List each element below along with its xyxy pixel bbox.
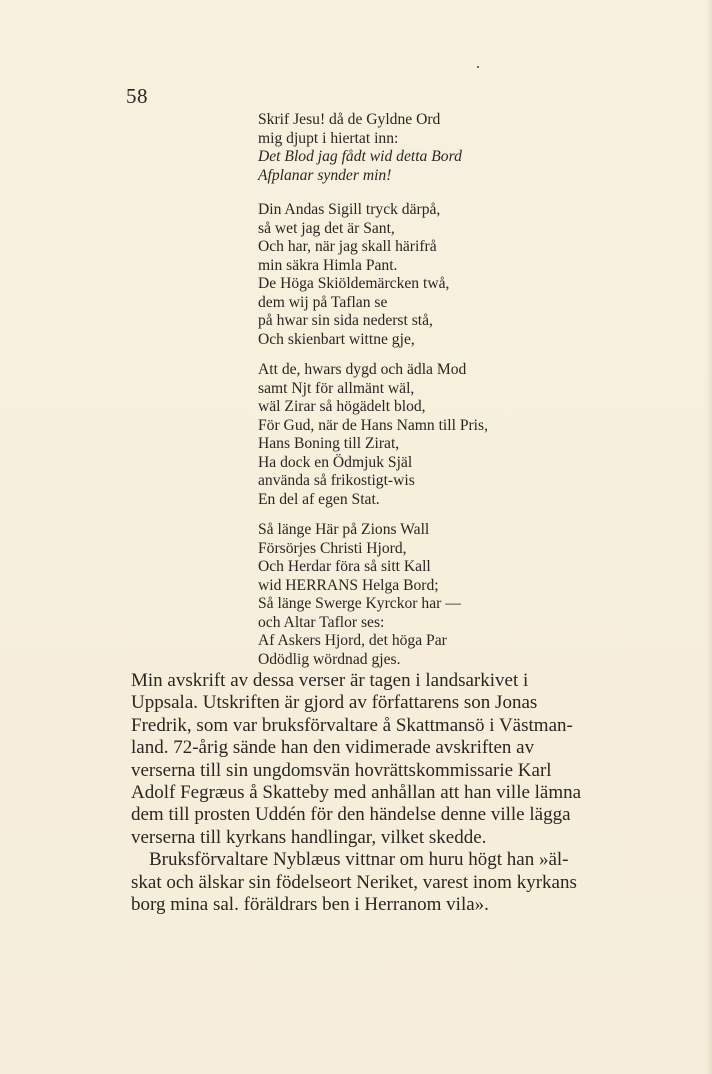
poem-line: Och har, när jag skall härifrå [258,238,437,255]
prose-line: Bruksförvaltare Nyblæus vittnar om huru högt han »äl- [149,849,569,871]
prose-line: land. 72-årig sände han den vidimerade avskriften av [131,737,535,759]
poem-line-italic: Afplanar synder min! [258,166,392,184]
prose-line: verserna till kyrkans handlingar, vilket skedde. [131,826,487,848]
poem-line: Din Andas Sigill tryck därpå, [258,201,441,218]
poem-line: Och Herdar föra så sitt Kall [258,558,431,575]
poem-stanza [258,201,449,349]
page-number: 58 [126,84,148,108]
poem-line: min säkra Himla Pant. [258,256,398,274]
poem-line: Försörjes Christi Hjord, [258,539,407,557]
prose-line: verserna till sin ungdomsvän hovrättskommissarie Karl [131,759,552,781]
prose-line: dem till prosten Uddén för den händelse denne ville lägga [131,804,571,826]
print-speck [477,66,479,68]
poem-line: och Altar Taflor ses: [258,613,385,631]
poem-line: En del af egen Stat. [258,490,380,508]
page-edge-shadow [706,0,712,1074]
prose-body [131,670,641,916]
poem-line: De Höga Skiöldemärcken twå, [258,275,450,292]
poem-stanza [258,361,488,509]
poem-line: wäl Zirar så högädelt blod, [258,398,426,415]
poem-stanza [258,111,462,185]
poem-line-italic: Det Blod jag fådt wid detta Bord [258,148,462,165]
poem-line: wid HERRANS Helga Bord; [258,576,439,594]
prose-line: borg mina sal. föräldrars ben i Herranom vila». [131,894,489,916]
prose-line: Uppsala. Utskriften är gjord av författarens son Jonas [131,692,538,714]
poem-line: Hans Boning till Zirat, [258,435,400,452]
poem-line: mig djupt i hiertat inn: [258,129,399,147]
poem-line: Så länge Här på Zions Wall [258,521,430,538]
poem-line: Af Askers Hjord, det höga Par [258,632,447,649]
poem-line: För Gud, när de Hans Namn till Pris, [258,416,488,434]
poem-line: dem wij på Taflan se [258,293,388,311]
poem-line: Och skienbart wittne gje, [258,330,415,348]
poem-stanza [258,521,461,669]
prose-line: skat och älskar sin födelseort Neriket, varest inom kyrkans [131,871,577,893]
prose-line: Min avskrift av dessa verser är tagen i landsarkivet i [131,670,529,691]
prose-paragraph [131,670,641,849]
poem-line: Skrif Jesu! då de Gyldne Ord [258,111,441,128]
poem-line: Ha dock en Ödmjuk Själ [258,453,413,471]
prose-line: Adolf Fegræus å Skatteby med anhållan att han ville lämna [131,782,582,804]
poem-line: så wet jag det är Sant, [258,219,395,237]
poem-line: använda så frikostigt-wis [258,472,415,489]
poem-line: Så länge Swerge Kyrckor har — [258,595,461,612]
prose-line: Fredrik, som var bruksförvaltare å Skattmansö i Västman- [131,714,573,736]
poem-line: Odödlig wördnad gjes. [258,650,401,668]
poem-line: Att de, hwars dygd och ädla Mod [258,361,467,378]
prose-paragraph [131,849,641,916]
poem-line: samt Njt för allmänt wäl, [258,379,415,397]
poem-line: på hwar sin sida nederst stå, [258,312,433,329]
